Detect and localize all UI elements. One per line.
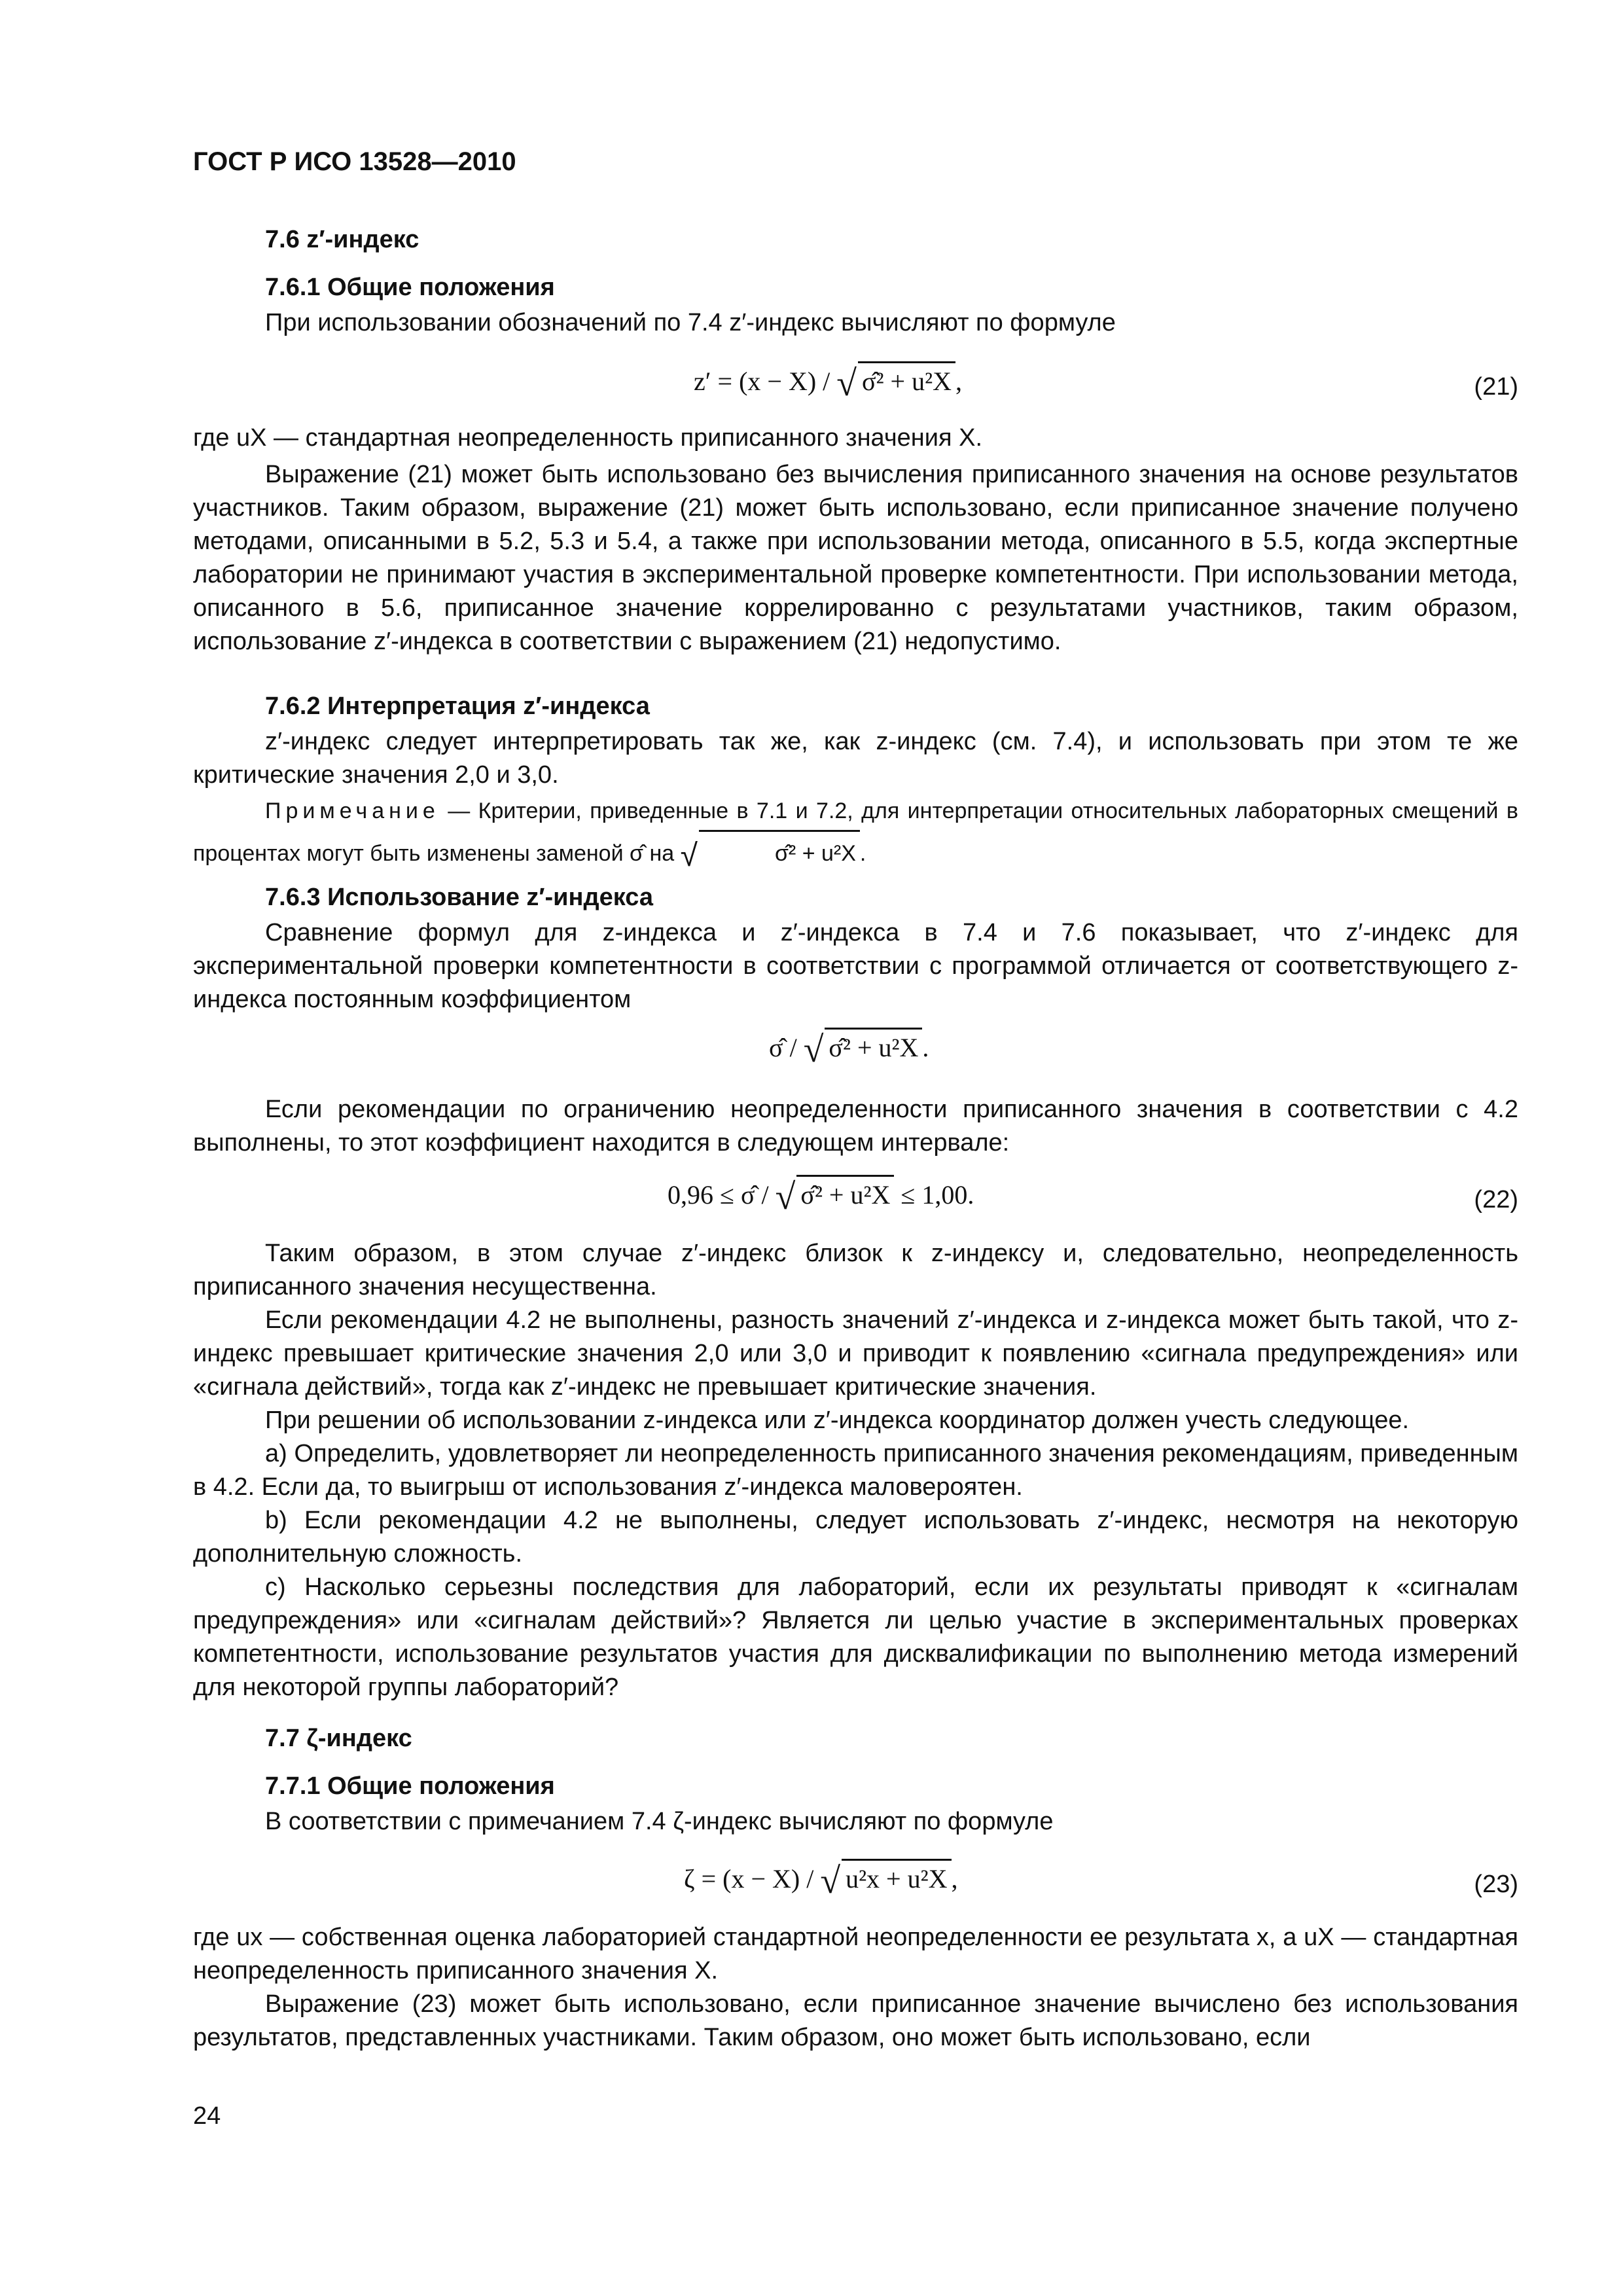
sqrt-icon: √ (820, 1861, 841, 1901)
paragraph-expression-21: Выражение (21) может быть использовано без вычисления приписанного значения на основе результатов участников. Таким образом, выражение (21) может быть использовано, если приписанное значение получено методами, описанными в 5.2, 5.3 и 5.4, а также при использовании метода, описанного в 5.5, когда экспертные лаборатории не принимают участия в экспериментальной проверке компетентности. При использовании метода, описанного в 5.6, приписанное значение коррелированно с результатами участников, таким образом, использование z′-индекса в соответствии с выражением (21) недопустимо. (193, 461, 1518, 655)
section-7-7-title: 7.7 ζ-индекс (265, 1725, 412, 1752)
note (193, 792, 1518, 875)
equation-21-radicand: σ̂² + u²X (858, 361, 955, 397)
section-7-7-1-title: 7.7.1 Общие положения (265, 1772, 555, 1800)
where-ux-23: где ux — собственная оценка лабораторией стандартной неопределенности ее результата x, а uX — стандартная неопределенность приписанного значения X. (193, 1924, 1518, 1984)
equation-23-tail: , (951, 1864, 958, 1893)
paragraph-recommendations: Если рекомендации по ограничению неопределенности приписанного значения в соответствии с 4.2 выполнены, то этот коэффициент находится в следующем интервале: (193, 1096, 1518, 1157)
sqrt-icon: √ (680, 838, 698, 873)
equation-23-lhs: ζ = (x − X) / (684, 1864, 821, 1893)
note-text: — Критерии, приведенные в 7.1 и 7.2, для интерпретации относительных лабораторных смещений в процентах могут быть изменены заменой σ̂ на (193, 798, 1518, 866)
equation-21-tail: , (955, 367, 962, 396)
paragraph-coordinator: При решении об использовании z-индекса или z′-индекса координатор должен учесть следующее. (265, 1407, 1410, 1434)
note-radicand: σ̂² + u²X (699, 830, 860, 872)
sqrt-icon: √ (775, 1177, 796, 1217)
list-item-b: b) Если рекомендации 4.2 не выполнены, следует использовать z′-индекс, несмотря на некоторую дополнительную сложность. (193, 1507, 1518, 1568)
section-7-7-1-intro: В соответствии с примечанием 7.4 ζ-индекс вычисляют по формуле (265, 1808, 1054, 1835)
list-item-a: a) Определить, удовлетворяет ли неопределенность приписанного значения рекомендациям, приведенным в 4.2. Если да, то выигрыш от использования z′-индекса маловероятен. (193, 1440, 1518, 1501)
note-tail: . (859, 841, 866, 866)
equation-23-radicand: u²x + u²X (842, 1859, 951, 1894)
equation-22-tail: ≤ 1,00. (894, 1180, 974, 1210)
section-7-6-title: 7.6 z′-индекс (265, 226, 419, 253)
equation-21 (694, 361, 962, 404)
equation-21-lhs: z′ = (x − X) / (694, 367, 837, 396)
coefficient-lhs: σ̂ / (769, 1033, 804, 1062)
paragraph-if-not: Если рекомендации 4.2 не выполнены, разность значений z′-индекса и z-индекса может быть такой, что z-индекс превышает критические значения 2,0 или 3,0 и приводит к появлению «сигнала предупреждения» или «сигнала действий», тогда как z′-индекс не превышает критические значения. (193, 1306, 1518, 1401)
list-item-c: c) Насколько серьезны последствия для лабораторий, если их результаты приводят к «сигналам предупреждения» или «сигналам действий»? Является ли целью участие в экспериментальных проверках компетентности, использование результатов участия для дисквалификации по выполнению метода измерений для некоторой группы лабораторий? (193, 1573, 1518, 1701)
section-7-6-3-title: 7.6.3 Использование z′-индекса (265, 884, 653, 911)
note-label: Примечание (265, 798, 440, 823)
section-7-6-1-intro: При использовании обозначений по 7.4 z′-индекс вычисляют по формуле (265, 309, 1116, 336)
where-ux-21: где uX — стандартная неопределенность приписанного значения X. (193, 424, 983, 452)
paragraph-expression-23: Выражение (23) может быть использовано, если приписанное значение вычислено без использования результатов, представленных участниками. Таким образом, оно может быть использовано, если (193, 1990, 1518, 2051)
paragraph-thus: Таким образом, в этом случае z′-индекс близок к z-индексу и, следовательно, неопределенность приписанного значения несущественна. (193, 1240, 1518, 1300)
equation-22 (668, 1175, 974, 1218)
section-7-6-1-title: 7.6.1 Общие положения (265, 274, 555, 301)
section-7-6-2-text: z′-индекс следует интерпретировать так же, как z-индекс (см. 7.4), и использовать при этом те же критические значения 2,0 и 3,0. (193, 728, 1518, 789)
equation-22-lhs: 0,96 ≤ σ̂ / (668, 1180, 776, 1210)
page-number: 24 (193, 2102, 221, 2130)
coefficient-radicand: σ̂² + u²X (825, 1028, 922, 1063)
section-7-6-2-title: 7.6.2 Интерпретация z′-индекса (265, 692, 650, 720)
coefficient-tail: . (922, 1033, 929, 1062)
equation-23 (684, 1859, 958, 1902)
document-header: ГОСТ Р ИСО 13528—2010 (193, 147, 516, 176)
sqrt-icon: √ (803, 1030, 824, 1070)
coefficient-expression (769, 1028, 929, 1071)
equation-21-number: (21) (1474, 373, 1518, 401)
sqrt-icon: √ (836, 363, 857, 404)
equation-22-radicand: σ̂² + u²X (796, 1175, 894, 1210)
equation-22-number: (22) (1474, 1186, 1518, 1213)
section-7-6-3-text: Сравнение формул для z-индекса и z′-индекса в 7.4 и 7.6 показывает, что z′-индекс для экспериментальной проверки компетентности в соответствии с программой отличается от соответствующего z-индекса постоянным коэффициентом (193, 919, 1518, 1013)
equation-23-number: (23) (1474, 1871, 1518, 1898)
